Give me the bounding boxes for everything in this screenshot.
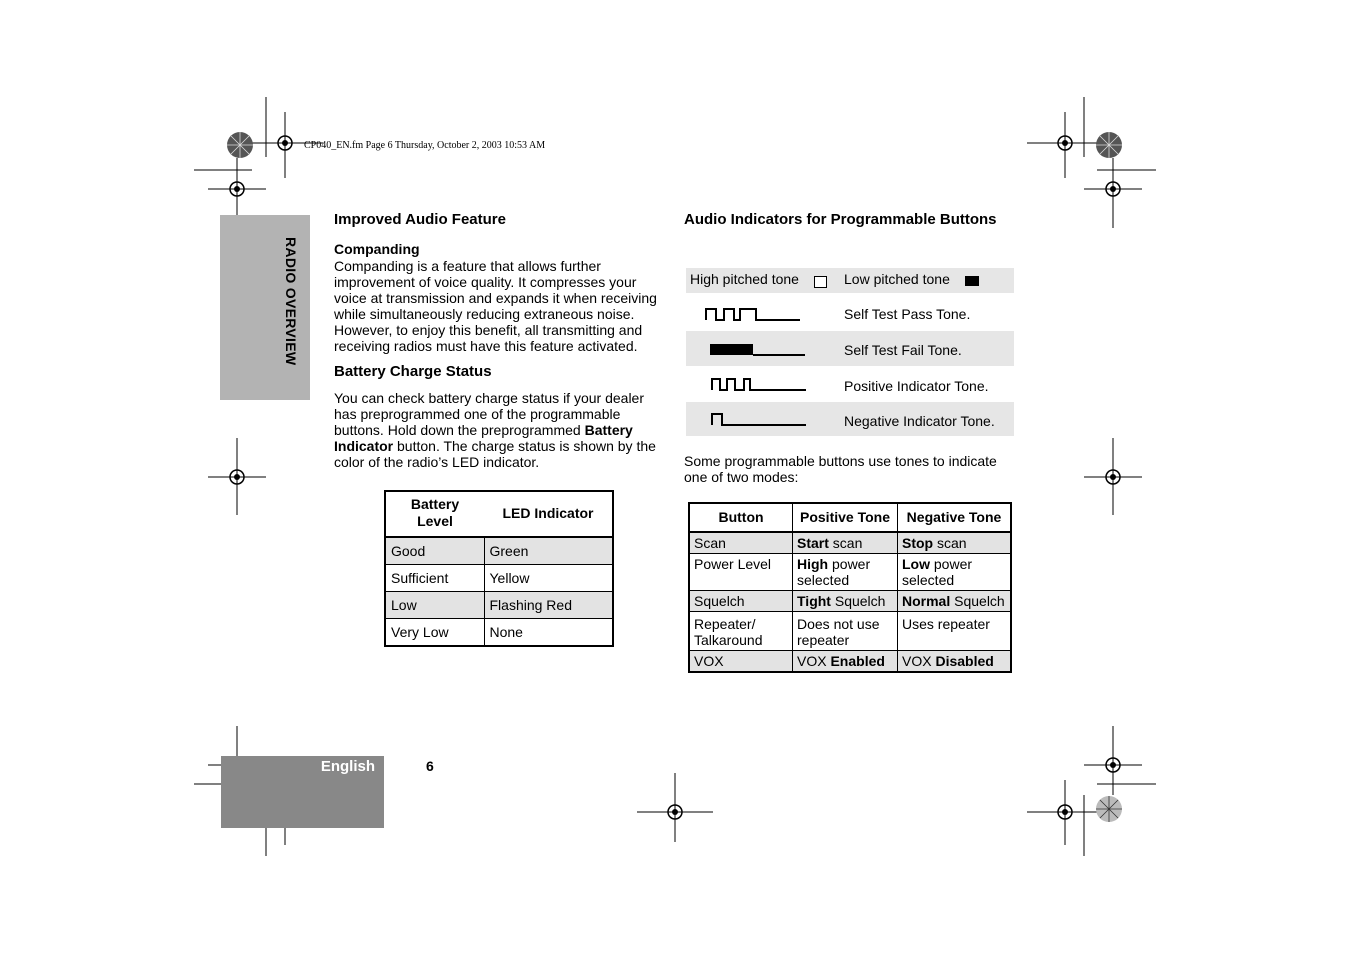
legend-high-label: High pitched tone <box>690 271 799 287</box>
low-tone-swatch-icon <box>965 276 979 286</box>
fail-tone-waveform-icon <box>708 341 808 357</box>
tone-legend-row <box>686 268 1014 293</box>
table-cell: Scan <box>689 532 793 554</box>
table-cell: Very Low <box>385 619 484 647</box>
tone-label: Self Test Pass Tone. <box>844 306 971 322</box>
negative-tone-waveform-icon <box>710 411 810 427</box>
table-cell: Tight Squelch <box>793 591 898 612</box>
table-row <box>689 651 1011 673</box>
footer-language: English <box>320 758 375 775</box>
table-row <box>385 537 613 565</box>
table-row <box>385 592 613 619</box>
section-title-battery: Battery Charge Status <box>334 363 492 380</box>
table-header-row <box>689 503 1011 532</box>
tone-label: Negative Indicator Tone. <box>844 413 995 429</box>
column-header: Button <box>689 503 793 532</box>
table-row <box>689 554 1011 591</box>
table-cell: Stop scan <box>898 532 1012 554</box>
section-title-audio-indicators: Audio Indicators for Programmable Buttons <box>684 211 997 228</box>
high-tone-swatch-icon <box>814 276 827 288</box>
column-header: Positive Tone <box>793 503 898 532</box>
battery-indicator-term: Battery Indicator <box>334 422 633 454</box>
side-tab <box>220 215 310 400</box>
table-cell: Power Level <box>689 554 793 591</box>
table-cell: Does not use repeater <box>793 612 898 651</box>
table-row <box>689 612 1011 651</box>
table-cell: None <box>484 619 613 647</box>
table-cell: Uses repeater <box>898 612 1012 651</box>
table-cell: Sufficient <box>385 565 484 592</box>
tone-label: Self Test Fail Tone. <box>844 342 962 358</box>
table-cell: VOX Disabled <box>898 651 1012 673</box>
tone-row <box>686 367 1014 401</box>
table-cell: VOX <box>689 651 793 673</box>
table-row <box>689 591 1011 612</box>
table-cell: Start scan <box>793 532 898 554</box>
battery-table <box>384 490 614 647</box>
section-subtitle-companding: Companding <box>334 241 420 257</box>
table-cell: Yellow <box>484 565 613 592</box>
legend-low-label: Low pitched tone <box>844 271 950 287</box>
modes-paragraph: Some programmable buttons use tones to indicate one of two modes: <box>684 453 997 485</box>
table-cell: Normal Squelch <box>898 591 1012 612</box>
table-row <box>689 532 1011 554</box>
table-cell: High power selected <box>793 554 898 591</box>
table-cell: Flashing Red <box>484 592 613 619</box>
positive-tone-waveform-icon <box>710 376 810 392</box>
tone-row <box>686 402 1014 436</box>
table-row <box>385 619 613 647</box>
companding-paragraph: Companding is a feature that allows further improvement of voice quality. It compresses your voice at transmission and expands it when receiving while simultaneously reducing extraneous noise. However, to enjoy this benefit, all transmitting and receiving radios must have this feature activated. <box>334 258 657 354</box>
tone-row <box>686 296 1014 330</box>
tone-row <box>686 331 1014 366</box>
table-cell: Repeater/ Talkaround <box>689 612 793 651</box>
table-row <box>385 565 613 592</box>
table-cell: Green <box>484 537 613 565</box>
pass-tone-waveform-icon <box>704 306 804 322</box>
table-cell: Squelch <box>689 591 793 612</box>
table-cell: Low power selected <box>898 554 1012 591</box>
column-header: Battery Level <box>385 491 484 537</box>
file-header: CP040_EN.fm Page 6 Thursday, October 2, 2003 10:53 AM <box>304 140 546 151</box>
side-tab-label: RADIO OVERVIEW <box>283 237 299 366</box>
battery-paragraph: You can check battery charge status if your dealer has preprogrammed one of the programmable buttons. Hold down the preprogrammed Battery Indicator button. The charge status is shown by the color of the radio’s LED indicator. <box>334 390 656 470</box>
column-header: LED Indicator <box>484 491 613 537</box>
page-number: 6 <box>426 758 434 774</box>
table-cell: Good <box>385 537 484 565</box>
table-header-row <box>385 491 613 537</box>
button-tone-table <box>688 502 1012 673</box>
footer-language-tab <box>221 756 384 828</box>
table-cell: Low <box>385 592 484 619</box>
column-header: Negative Tone <box>898 503 1012 532</box>
left-column <box>334 211 666 470</box>
section-title-audio: Improved Audio Feature <box>334 211 506 228</box>
table-cell: VOX Enabled <box>793 651 898 673</box>
tone-label: Positive Indicator Tone. <box>844 378 989 394</box>
